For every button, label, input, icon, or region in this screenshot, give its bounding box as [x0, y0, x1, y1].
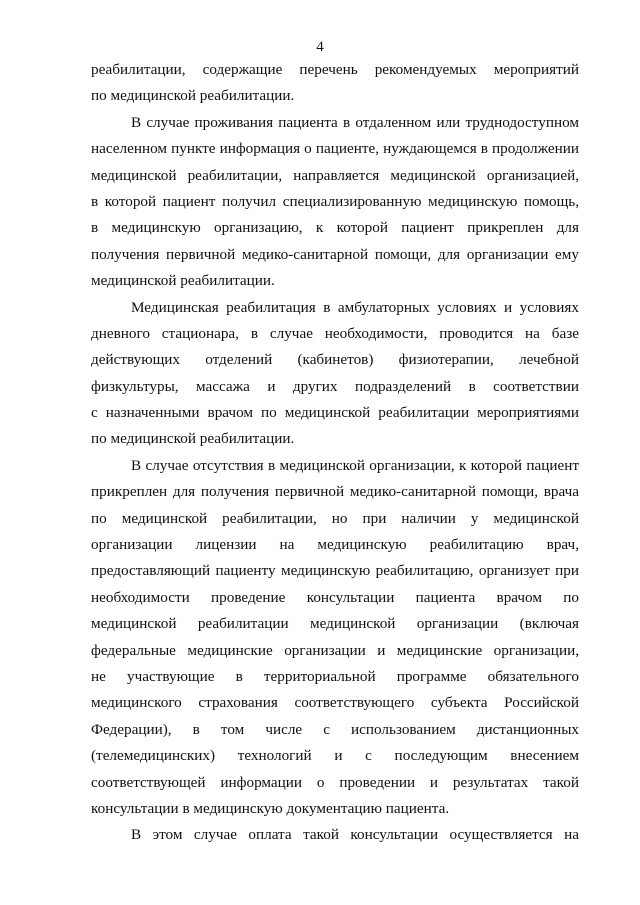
- text-line: В случае проживания пациента в отдаленном или труднодоступном: [131, 113, 579, 131]
- text-line: в медицинскую организацию, к которой пациент прикреплен для: [91, 219, 579, 237]
- text-line: по медицинской реабилитации.: [91, 430, 295, 448]
- text-line: соответствующей информации о проведении и результатах такой: [91, 773, 579, 791]
- text-line: дневного стационара, в случае необходимости, проводится на базе: [91, 324, 579, 342]
- paragraph: [91, 57, 579, 110]
- text-line: медицинской реабилитации.: [91, 272, 275, 290]
- text-line: необходимости проведение консультации пациента врачом по: [91, 588, 579, 606]
- text-line: медицинской реабилитации, направляется медицинской организацией,: [91, 166, 579, 184]
- text-line: предоставляющий пациенту медицинскую реабилитацию, организует при: [91, 562, 579, 580]
- document-body: [91, 57, 579, 849]
- text-line: прикреплен для получения первичной медико-санитарной помощи, врача: [91, 483, 579, 501]
- text-line: Федерации), в том числе с использованием дистанционных: [91, 720, 579, 738]
- text-line: с назначенными врачом по медицинской реабилитации мероприятиями: [91, 404, 579, 422]
- text-line: населенном пункте информация о пациенте, нуждающемся в продолжении: [91, 140, 579, 158]
- text-line: по медицинской реабилитации.: [91, 87, 295, 105]
- paragraph: [91, 822, 579, 848]
- paragraph: [91, 453, 579, 822]
- text-line: организации лицензии на медицинскую реабилитацию врач,: [91, 536, 579, 554]
- text-line: медицинского страхования соответствующего субъекта Российской: [91, 694, 579, 712]
- text-line: федеральные медицинские организации и медицинские организации,: [91, 641, 579, 659]
- text-line: реабилитации, содержащие перечень рекомендуемых мероприятий: [91, 61, 579, 78]
- text-line: в которой пациент получил специализированную медицинскую помощь,: [91, 192, 579, 210]
- text-line: действующих отделений (кабинетов) физиотерапии, лечебной: [91, 351, 579, 369]
- text-line: В случае отсутствия в медицинской организации, к которой пациент: [131, 456, 579, 474]
- text-line: получения первичной медико-санитарной помощи, для организации ему: [91, 245, 579, 263]
- text-line: физкультуры, массажа и других подразделений в соответствии: [91, 377, 579, 395]
- paragraph: [91, 110, 579, 295]
- text-line: (телемедицинских) технологий и с последующим внесением: [91, 747, 579, 765]
- text-line: медицинской реабилитации медицинской организации (включая: [91, 615, 579, 633]
- text-line: по медицинской реабилитации, но при наличии у медицинской: [91, 509, 579, 527]
- text-line: В этом случае оплата такой консультации осуществляется на: [131, 826, 579, 844]
- text-line: не участвующие в территориальной программе обязательного: [91, 667, 579, 685]
- text-line: консультации в медицинскую документацию пациента.: [91, 799, 450, 817]
- paragraph: [91, 295, 579, 453]
- page-number: 4: [316, 39, 324, 55]
- text-line: Медицинская реабилитация в амбулаторных условиях и условиях: [131, 298, 579, 316]
